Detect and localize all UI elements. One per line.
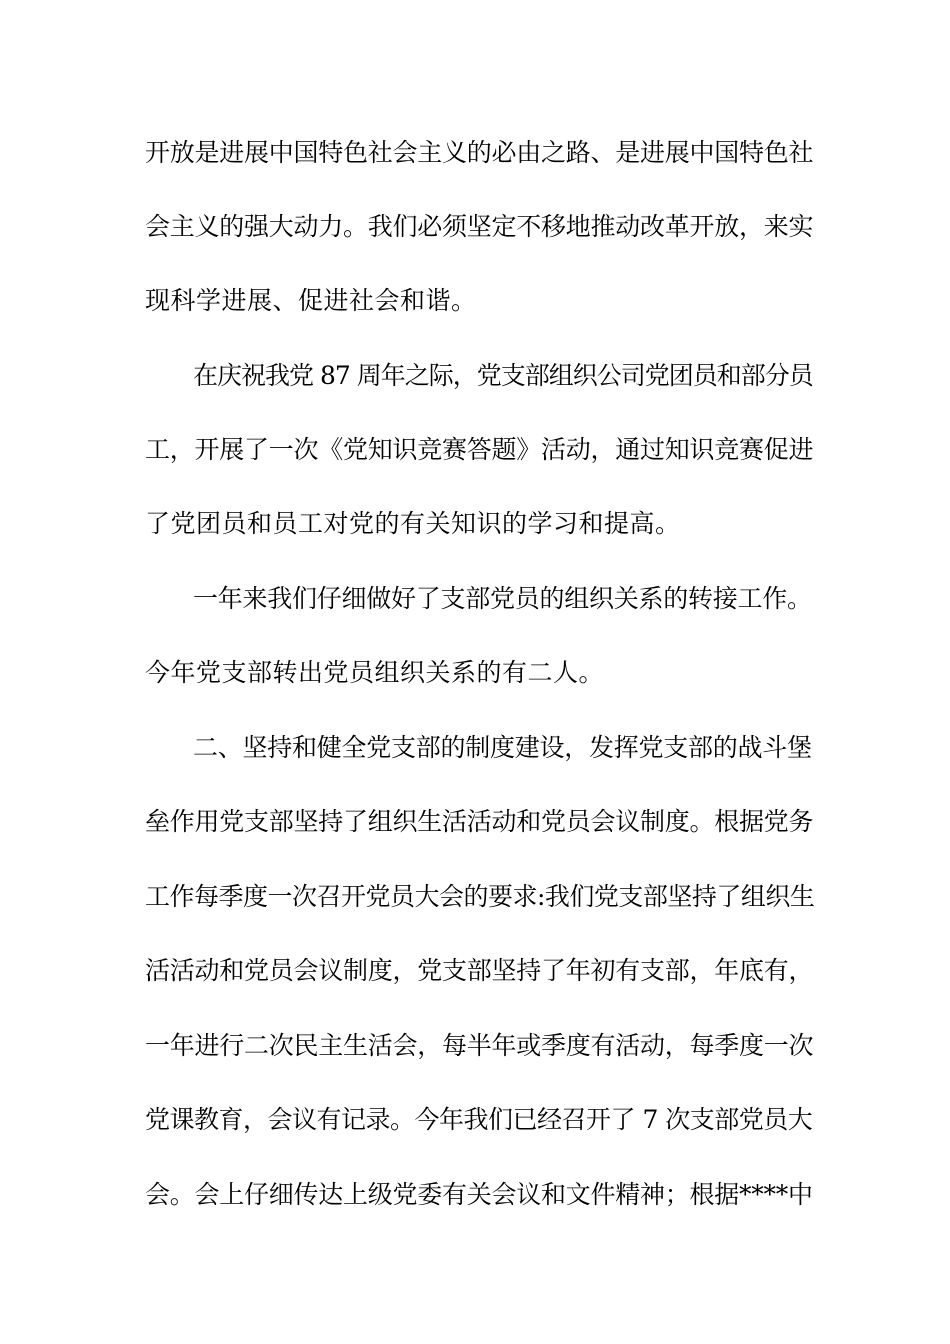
- text-line: 一年进行二次民主生活会，每半年或季度有活动，每季度一次: [145, 1031, 814, 1060]
- text-line: 在庆祝我党 87 周年之际，党支部组织公司党团员和部分员: [193, 361, 813, 390]
- text-line: 活活动和党员会议制度，党支部坚持了年初有支部，年底有，: [145, 956, 814, 985]
- text-line: 党课教育，会议有记录。今年我们已经召开了 7 次支部党员大: [145, 1105, 813, 1134]
- text-line: 现科学进展、促进社会和谐。: [145, 286, 477, 315]
- text-line: 二、坚持和健全党支部的制度建设，发挥党支部的战斗堡: [193, 733, 812, 762]
- text-line: 垒作用党支部坚持了组织生活活动和党员会议制度。根据党务: [145, 807, 814, 836]
- text-line: 工作每季度一次召开党员大会的要求:我们党支部坚持了组织生: [145, 882, 815, 911]
- text-line: 会主义的强大动力。我们必须坚定不移地推动改革开放，来实: [145, 212, 814, 241]
- text-line: 一年来我们仔细做好了支部党员的组织关系的转接工作。: [193, 584, 812, 613]
- text-line: 工，开展了一次《党知识竞赛答题》活动，通过知识竞赛促进: [145, 435, 814, 464]
- text-line: 今年党支部转出党员组织关系的有二人。: [145, 658, 605, 687]
- text-line: 会。会上仔细传达上级党委有关会议和文件精神；根据****中: [145, 1180, 813, 1209]
- text-line: 了党团员和员工对党的有关知识的学习和提高。: [145, 509, 681, 538]
- text-line: 开放是进展中国特色社会主义的必由之路、是进展中国特色社: [145, 138, 814, 167]
